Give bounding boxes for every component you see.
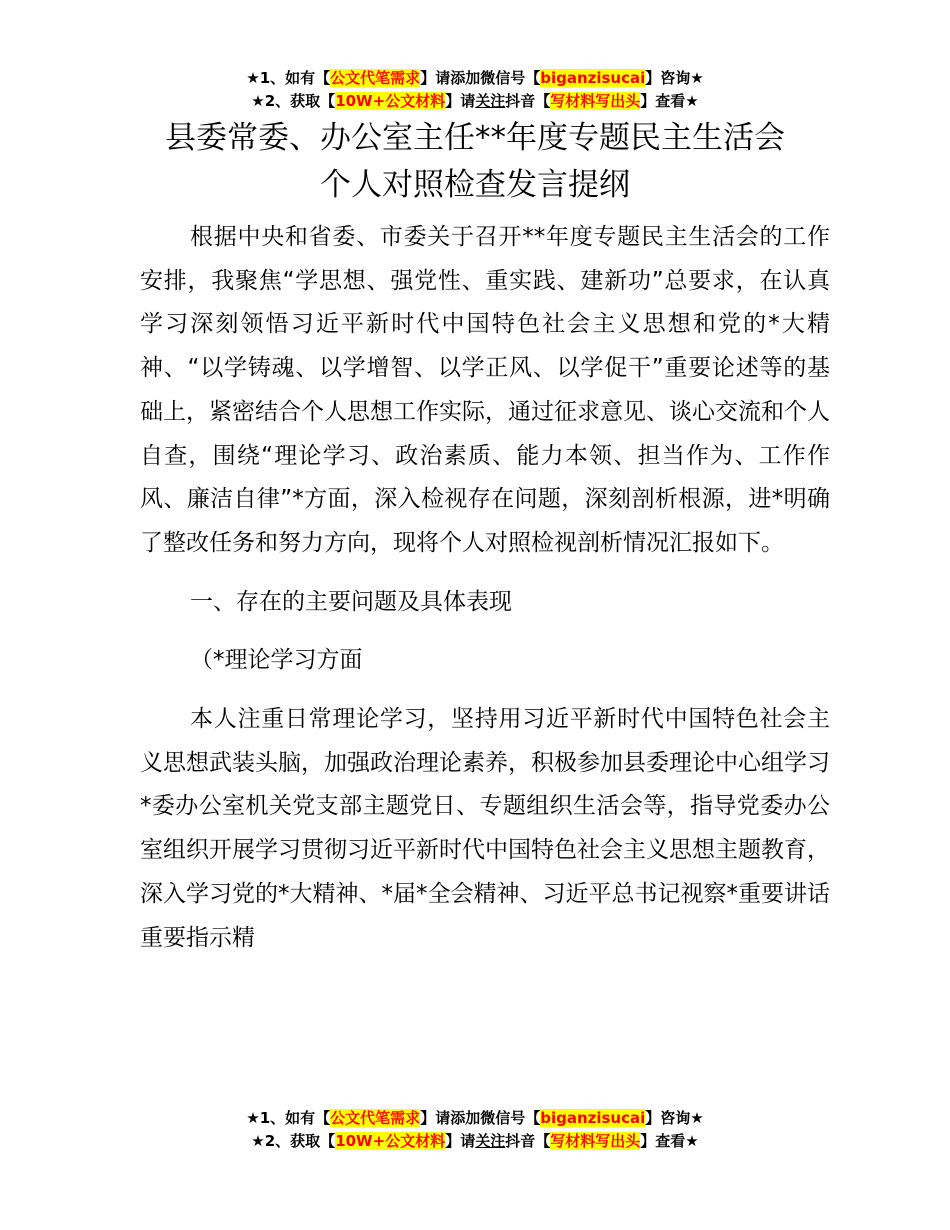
highlight-materials: 10W+公文材料: [335, 92, 446, 110]
header-banner: [0, 67, 950, 113]
intro-paragraph: 根据中央和省委、市委关于召开**年度专题民主生活会的工作安排，我聚焦“学思想、强党性、重实践、建新功”总要求，在认真学习深刻领悟习近平新时代中国特色社会主义思想和党的*大精神、“以学铸魂、以学增智、以学正风、以学促干”重要论述等的基础上，紧密结合个人思想工作实际，通过征求意见、谈心交流和个人自查，围绕“理论学习、政治素质、能力本领、担当作为、工作作风、廉洁自律”*方面，深入检视存在问题，深刻剖析根源，进*明确了整改任务和努力方向，现将个人对照检视剖析情况汇报如下。: [140, 224, 830, 556]
banner-text: 】请: [445, 92, 476, 110]
banner-text: 抖音【: [505, 92, 551, 110]
banner-text: ★2、获取【: [251, 1132, 336, 1150]
banner-line-2: [0, 90, 950, 113]
banner-underlined-follow: 关注: [475, 92, 506, 110]
highlight-wechat-id: biganzisucai: [540, 69, 646, 87]
highlight-douyin-account: 写材料写出头: [550, 1132, 641, 1150]
highlight-materials: 10W+公文材料: [335, 1132, 446, 1150]
banner-line-2: [0, 1130, 950, 1153]
banner-text: 抖音【: [505, 1132, 551, 1150]
banner-text: 】请添加微信号【: [420, 1109, 541, 1127]
banner-text: ★1、如有【: [246, 69, 331, 87]
section-heading: 一、存在的主要问题及具体表现: [190, 588, 512, 615]
subsection-heading: （*理论学习方面: [190, 647, 363, 674]
banner-text: 】查看★: [640, 1132, 699, 1150]
banner-line-1: [0, 67, 950, 90]
highlight-writing-service: 公文代笔需求: [330, 69, 421, 87]
banner-underlined-follow: 关注: [475, 1132, 506, 1150]
banner-text: 】咨询★: [645, 1109, 704, 1127]
document-title: [0, 115, 950, 209]
highlight-writing-service: 公文代笔需求: [330, 1109, 421, 1127]
banner-text: ★1、如有【: [246, 1109, 331, 1127]
title-line-1: 县委常委、办公室主任**年度专题民主生活会: [165, 120, 785, 156]
highlight-douyin-account: 写材料写出头: [550, 92, 641, 110]
banner-text: 】查看★: [640, 92, 699, 110]
document-body: [140, 216, 830, 960]
footer-banner: [0, 1107, 950, 1153]
body-paragraph: 本人注重日常理论学习，坚持用习近平新时代中国特色社会主义思想武装头脑，加强政治理论素养，积极参加县委理论中心组学习*委办公室机关党支部主题党日、专题组织生活会等，指导党委办公室组织开展学习贯彻习近平新时代中国特色社会主义思想主题教育，深入学习党的*大精神、*届*全会精神、习近平总书记视察*重要讲话重要指示精: [140, 706, 830, 951]
title-line-2: 个人对照检查发言提纲: [320, 167, 630, 203]
banner-text: 】请添加微信号【: [420, 69, 541, 87]
banner-text: 】咨询★: [645, 69, 704, 87]
banner-text: ★2、获取【: [251, 92, 336, 110]
highlight-wechat-id: biganzisucai: [540, 1109, 646, 1127]
banner-line-1: [0, 1107, 950, 1130]
banner-text: 】请: [445, 1132, 476, 1150]
